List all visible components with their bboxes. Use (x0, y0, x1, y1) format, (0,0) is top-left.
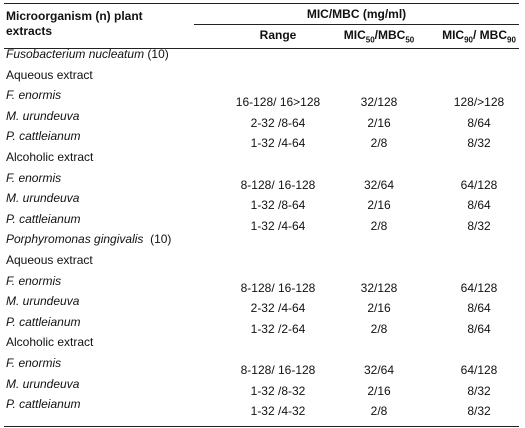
mic50-cell: 2/16 (367, 383, 391, 398)
mic50-cell: 32/64 (363, 177, 395, 192)
table-row (4, 107, 519, 130)
row-label-text: F. enormis (6, 170, 62, 185)
row-label (6, 88, 61, 102)
table-row (4, 354, 519, 377)
mic50-cell: 2/8 (370, 218, 388, 233)
mic50-header-sub-b: 50 (405, 35, 415, 45)
range-cell: 16-128/ 16>128 (235, 95, 321, 110)
range-cell: 1-32 /4-64 (250, 218, 306, 233)
row-label (6, 150, 93, 164)
table-row (4, 127, 519, 150)
mic90-cell: 8/64 (467, 321, 491, 336)
mic90-cell: 8/32 (467, 218, 491, 233)
row-label (6, 68, 93, 82)
row-label (6, 274, 61, 288)
organism-column-header: Microorganism (n) plant extracts (6, 9, 143, 38)
row-label-text: Aqueous extract (6, 253, 93, 267)
row-label-text: Alcoholic extract (6, 335, 94, 350)
row-label-text: Alcoholic extract (6, 150, 94, 164)
mic50-header-separator: /MBC (374, 28, 406, 42)
row-label (6, 212, 81, 226)
row-label-text: P. cattleianum (6, 129, 81, 144)
table-row (4, 169, 519, 192)
table-row (4, 395, 519, 418)
mic50-cell: 32/128 (360, 95, 398, 110)
range-cell: 1-32 /8-32 (250, 383, 306, 398)
row-label (6, 253, 93, 267)
row-label-text: M. urundeuva (6, 191, 80, 206)
row-label (6, 109, 79, 123)
range-column-header: Range (259, 28, 297, 42)
mic90-header-sub-a: 90 (464, 35, 473, 45)
table-bottom-rule (4, 426, 519, 427)
mic50-column-header (324, 28, 434, 44)
mic90-cell: 8/32 (467, 136, 491, 151)
row-label-text: Aqueous extract (6, 67, 93, 82)
table-row (4, 313, 519, 336)
row-sample-count: (10) (144, 47, 169, 61)
row-label (6, 294, 79, 308)
mic90-cell: 8/64 (467, 115, 491, 130)
row-label-text: Porphyromonas gingivalis (6, 232, 144, 247)
mic90-cell: 64/128 (460, 363, 498, 377)
row-label-text: F. enormis (6, 88, 62, 103)
mic50-cell: 2/8 (370, 404, 388, 419)
range-cell: 8-128/ 16-128 (240, 177, 316, 192)
mic50-cell: 2/8 (370, 321, 388, 336)
range-cell: 2-32 /8-64 (250, 115, 306, 130)
row-label (6, 377, 79, 391)
table-row (4, 86, 519, 109)
mic90-cell: 8/64 (467, 301, 491, 316)
row-label-text: M. urundeuva (6, 108, 80, 123)
row-sample-count: (10) (143, 232, 172, 247)
mic90-header-separator: / MBC (473, 28, 507, 42)
row-label-text: F. enormis (6, 273, 62, 288)
mic90-cell: 128/>128 (453, 95, 505, 110)
mic90-cell: 8/64 (467, 198, 491, 213)
row-label (6, 232, 171, 246)
range-cell: 1-32 /8-64 (250, 198, 306, 213)
row-label (6, 335, 93, 349)
table-row (4, 148, 519, 171)
row-label (6, 315, 81, 329)
table-top-rule (4, 3, 519, 4)
mic90-cell: 64/128 (460, 177, 498, 192)
mic-mbc-group-header: MIC/MBC (mg/ml) (306, 7, 407, 21)
mic90-header-sub-b: 90 (507, 35, 516, 45)
range-cell: 1-32 /4-32 (250, 404, 306, 419)
mic50-cell: 32/64 (363, 363, 395, 377)
row-label-text: F. enormis (6, 356, 62, 370)
row-label-text: P. cattleianum (6, 314, 81, 329)
range-cell: 8-128/ 16-128 (240, 363, 316, 377)
table-row (4, 272, 519, 295)
row-label-text: M. urundeuva (6, 294, 80, 309)
row-label (6, 129, 81, 143)
range-cell: 1-32 /4-64 (250, 136, 306, 151)
table-row (4, 66, 519, 89)
row-label (6, 397, 81, 411)
mic50-header-part-a: MIC (343, 28, 366, 42)
table-row (4, 45, 519, 68)
table-row (4, 251, 519, 274)
row-label (6, 191, 79, 205)
mic50-cell: 2/16 (367, 115, 391, 130)
header-sub-rule (194, 24, 519, 25)
mic50-header-sub-a: 50 (365, 35, 375, 45)
row-label-text: M. urundeuva (6, 376, 80, 391)
table-row (4, 230, 519, 253)
mic90-cell: 8/32 (467, 404, 491, 419)
row-label (6, 356, 61, 370)
mic90-header-part-a: MIC (442, 28, 465, 42)
table-row (4, 189, 519, 212)
table-row (4, 210, 519, 233)
row-label-text: P. cattleianum (6, 397, 81, 412)
table-row (4, 333, 519, 356)
row-label-text: Fusobacterium nucleatum (6, 47, 145, 61)
table-row (4, 375, 519, 398)
range-cell: 2-32 /4-64 (250, 301, 306, 316)
row-label (6, 171, 61, 185)
mic90-column-header (424, 28, 525, 44)
range-cell: 1-32 /2-64 (250, 321, 306, 336)
mic50-cell: 2/16 (367, 301, 391, 316)
mic50-cell: 2/8 (370, 136, 388, 151)
row-label (6, 47, 169, 61)
mic50-cell: 2/16 (367, 198, 391, 213)
mic90-cell: 8/32 (467, 383, 491, 398)
row-label-text: P. cattleianum (6, 211, 81, 226)
mic90-cell: 64/128 (460, 280, 498, 295)
mic50-cell: 32/128 (360, 280, 398, 295)
table-row (4, 292, 519, 315)
range-cell: 8-128/ 16-128 (240, 280, 316, 295)
